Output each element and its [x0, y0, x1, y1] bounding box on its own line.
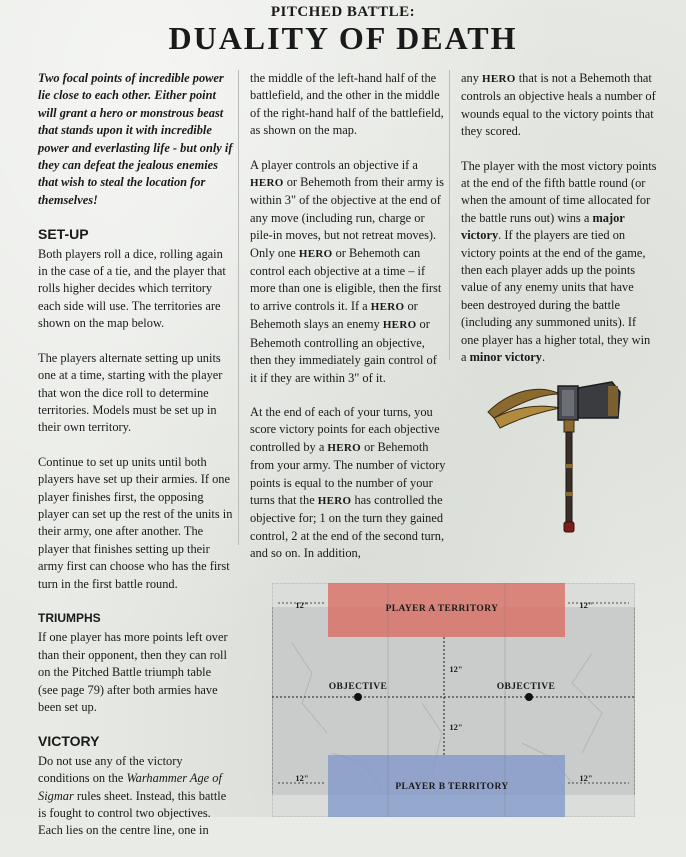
- page-title: DUALITY OF DEATH: [168, 20, 518, 56]
- text-run: or Behemoth from their army is within 3" of the objective at the end of any move (including run, charge or pile-in moves, but not retreat moves). Only one: [250, 175, 444, 260]
- text-run: At the end of each of your turns, you score victory points for each objective controlled by a: [250, 404, 440, 454]
- measure-label: 12": [449, 722, 463, 732]
- keyword-hero: HERO: [298, 247, 333, 260]
- objective-marker-left: [354, 693, 362, 701]
- objective-location-paragraph: the middle of the left-hand half of the battlefield, and the other in the middle of the right-hand half of the battlefield, as shown on the map.: [250, 71, 444, 138]
- winning-paragraph: [461, 158, 657, 367]
- column-left: [38, 70, 234, 857]
- control-paragraph: [250, 157, 446, 387]
- column-right: [461, 70, 657, 384]
- text-run: any: [461, 71, 482, 85]
- text-run: or Behemoth controlling an objective, then they immediately gain control of it if they are within 3" of it.: [250, 317, 437, 385]
- objective-marker-right: [525, 693, 533, 701]
- measure-label: 12": [579, 773, 593, 783]
- column-divider: [449, 70, 450, 360]
- keyword-hero: HERO: [250, 177, 284, 190]
- minor-victory-term: minor victory: [469, 350, 542, 365]
- triumphs-heading: TRIUMPHS: [38, 610, 101, 625]
- rules-sheet-title: Warhammer Age of Sigmar: [38, 771, 222, 803]
- player-a-label: PLAYER A TERRITORY: [385, 604, 499, 614]
- victory-heading: VICTORY: [38, 733, 100, 750]
- setup-paragraph: Continue to set up units until both players have set up their armies. If one player finishes first, the opposing player can set up the rest of the units in their army, one after another. The player that finishes setting up their army first can choose who has the first turn in the first battle round.: [38, 454, 233, 591]
- text-run: Do not use any of the victory conditions on the: [38, 753, 183, 786]
- major-victory-term: major victory: [461, 210, 625, 243]
- text-run: A player controls an objective if a: [250, 157, 418, 172]
- text-run: that is not a Behemoth that controls an objective heals a number of wounds equal to the victory points that they scored.: [461, 71, 656, 139]
- healing-paragraph: [461, 70, 657, 141]
- keyword-hero: HERO: [382, 319, 417, 332]
- measure-label: 12": [449, 664, 463, 674]
- column-middle: [250, 70, 446, 580]
- setup-paragraph: Both players roll a dice, rolling again in the case of a tie, and the player that rolls higher decides which territory each side will use. The territories are shown on the map below.: [38, 246, 226, 331]
- text-run: rules sheet. Instead, this battle is fought to control two objectives. Each lies on the centre line, one in: [38, 788, 227, 838]
- text-run: The player with the most victory points at the end of the fifth battle round (or when the amount of time allocated for the battle runs out) wins a: [461, 158, 657, 225]
- text-run: or Behemoth from your army. The number of victory points is equal to the number of your turns that the: [250, 439, 446, 507]
- text-run: . If the players are tied on victory points at the end of the game, then each player adds up the points value of any enemy units that have been destroyed during the battle (including any summoned units). If one player has a higher total, they win a: [461, 228, 651, 365]
- text-run: .: [542, 350, 546, 365]
- measure-label: 12": [295, 773, 309, 783]
- text-run: or Behemoth slays an enemy: [250, 298, 418, 332]
- player-b-label: PLAYER B TERRITORY: [395, 782, 509, 792]
- measure-label: 12": [579, 600, 593, 610]
- text-run: or Behemoth can control each objective at a time – if more than one is eligible, then the first to arrive controls it. If a: [250, 245, 442, 313]
- setup-paragraph: The players alternate setting up units one at a time, starting with the player that won the dice roll to determine territories. Models must be set up in their own territory.: [38, 350, 223, 435]
- weapon-illustration: [480, 372, 630, 542]
- scenario-kicker: PITCHED BATTLE:: [270, 4, 416, 20]
- keyword-hero: HERO: [317, 494, 352, 507]
- setup-heading: SET-UP: [38, 226, 89, 243]
- scoring-paragraph: [250, 404, 446, 563]
- objective-label-right: OBJECTIVE: [496, 682, 556, 692]
- keyword-hero: HERO: [370, 300, 405, 313]
- objective-label-left: OBJECTIVE: [328, 682, 388, 692]
- text-run: has controlled the objective for; 1 on the turn they gained control, 2 at the end of the second turn, and so on. In addition,: [250, 492, 445, 561]
- battlefield-map: [272, 583, 635, 817]
- intro-text: Two focal points of incredible power lie close to each other. Either point will grant a hero or monstrous beast that stands upon it with incredible power and everlasting life - but only if they can defeat the jealous enemies that wish to steal the location for themselves!: [38, 71, 233, 207]
- keyword-hero: HERO: [327, 441, 362, 454]
- triumphs-paragraph: If one player has more points left over than their opponent, then they can roll on the Pitched Battle triumph table (see page 79) after both armies have been set up.: [38, 630, 228, 714]
- column-divider: [238, 70, 239, 545]
- victory-paragraph: [38, 753, 234, 840]
- measure-label: 12": [295, 600, 309, 610]
- keyword-hero: HERO: [482, 73, 516, 85]
